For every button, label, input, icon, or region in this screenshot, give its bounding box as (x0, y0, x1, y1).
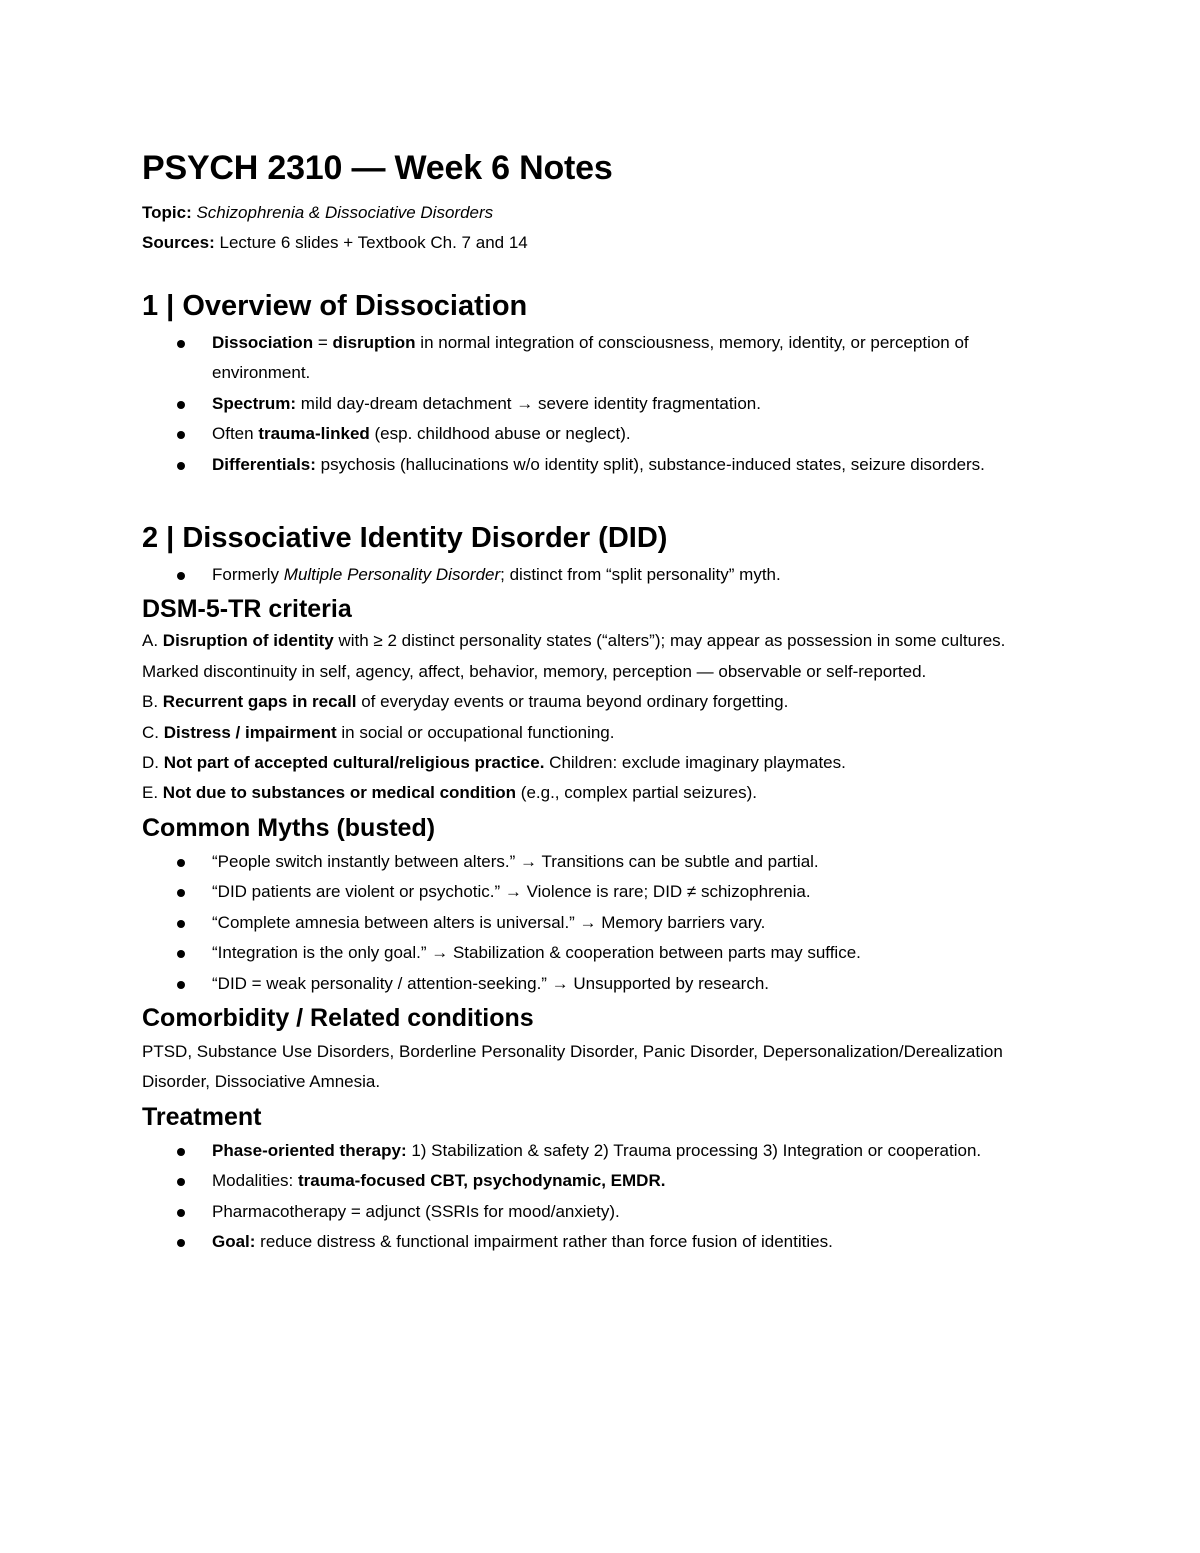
criterion-letter: B. (142, 692, 163, 712)
bold-text: Spectrum: (212, 393, 297, 413)
criterion-letter: D. (142, 753, 164, 773)
section1-heading: 1 | Overview of Dissociation (142, 290, 528, 322)
myths-heading: Common Myths (busted) (142, 813, 436, 842)
list-item (212, 969, 1060, 999)
text: “DID patients are violent or psychotic.” → Violence is rare; DID ≠ schizophrenia. (212, 882, 811, 902)
bullet-icon (177, 889, 185, 897)
criterion-c (142, 718, 1060, 748)
bullet-icon (177, 401, 185, 409)
section2-heading: 2 | Dissociative Identity Disorder (DID) (142, 522, 668, 555)
list-item (212, 1197, 1060, 1227)
text: (esp. childhood abuse or neglect). (369, 424, 631, 444)
bold-text: disruption (332, 333, 416, 352)
bullet-icon (177, 1148, 185, 1156)
text: “Integration is the only goal.” → Stabilization & cooperation between parts may suffice. (212, 943, 861, 963)
bold-text: Dissociation (212, 333, 314, 352)
section2-list (142, 560, 1060, 590)
criterion-letter: E. (142, 783, 163, 803)
bullet-icon (177, 572, 185, 580)
topic-label: Topic: (142, 203, 192, 222)
bullet-icon (177, 1178, 185, 1186)
text: “People switch instantly between alters.” → Transitions can be subtle and partial. (212, 851, 819, 871)
text: psychosis (hallucinations w/o identity split), substance-induced states, seizure disorders. (315, 454, 985, 474)
list-item (212, 1227, 1060, 1257)
comorbidity-text: PTSD, Substance Use Disorders, Borderline Personality Disorder, Panic Disorder, Depersonalization/Derealization Disorder, Dissociative Amnesia. (142, 1041, 1003, 1092)
text: = (313, 333, 333, 352)
list-item (212, 1136, 1060, 1166)
text: Pharmacotherapy = adjunct (SSRIs for mood/anxiety). (212, 1201, 620, 1221)
bullet-icon (177, 462, 185, 470)
text: reduce distress & functional impairment rather than force fusion of identities. (255, 1231, 833, 1251)
dsm-heading: DSM-5-TR criteria (142, 595, 352, 624)
list-item (212, 328, 1060, 389)
text: 1) Stabilization & safety 2) Trauma processing 3) Integration or cooperation. (406, 1140, 982, 1160)
sources-line (142, 228, 1060, 258)
list-item (212, 877, 1060, 907)
bullet-icon (177, 1209, 185, 1217)
text: Children: exclude imaginary playmates. (544, 753, 846, 773)
bold-text: trauma-focused CBT, psychodynamic, EMDR. (297, 1171, 666, 1191)
list-item (212, 389, 1060, 419)
text: with ≥ 2 distinct personality states (“alters”); may appear as possession in some cultures. Marked discontinuity in self, agency, affect, behavior, memory, perception — observable or self-reported. (142, 631, 1006, 681)
criterion-e (142, 778, 1060, 808)
criterion-d (142, 748, 1060, 778)
list-item (212, 419, 1060, 449)
text: Often (212, 424, 259, 444)
list-item (212, 847, 1060, 877)
text: Modalities: (212, 1171, 298, 1191)
criterion-letter: A. (142, 631, 163, 651)
myths-list (142, 847, 1060, 999)
sources-label: Sources: (142, 233, 215, 252)
bold-text: Not due to substances or medical condition (162, 783, 517, 803)
bullet-icon (177, 920, 185, 928)
text: of everyday events or trauma beyond ordinary forgetting. (356, 692, 789, 712)
bold-text: Goal: (212, 1231, 256, 1251)
page-title: PSYCH 2310 — Week 6 Notes (142, 149, 613, 187)
bold-text: trauma-linked (258, 424, 370, 444)
bullet-icon (177, 859, 185, 867)
bold-text: Recurrent gaps in recall (162, 692, 357, 712)
bullet-icon (177, 340, 185, 348)
list-item (212, 1166, 1060, 1196)
text: Formerly (212, 565, 284, 585)
text: (e.g., complex partial seizures). (516, 783, 757, 803)
section1-list (142, 328, 1060, 480)
bullet-icon (177, 1239, 185, 1247)
text: “Complete amnesia between alters is universal.” → Memory barriers vary. (212, 912, 766, 932)
text: in social or occupational functioning. (336, 722, 615, 742)
list-item (212, 450, 1060, 480)
italic-text: Multiple Personality Disorder (283, 565, 501, 585)
topic-value: Schizophrenia & Dissociative Disorders (196, 203, 494, 222)
sources-value: Lecture 6 slides + Textbook Ch. 7 and 14 (219, 233, 528, 252)
list-item (212, 908, 1060, 938)
criterion-b (142, 687, 1060, 717)
topic-line (142, 198, 1060, 228)
treatment-heading: Treatment (142, 1102, 262, 1131)
bold-text: Phase-oriented therapy: (212, 1140, 407, 1160)
bold-text: Disruption of identity (162, 631, 334, 651)
criterion-a (142, 626, 1060, 687)
text: in normal integration of consciousness, memory, identity, or perception of environment. (212, 333, 969, 383)
bold-text: Not part of accepted cultural/religious practice. (163, 753, 545, 773)
bullet-icon (177, 981, 185, 989)
criterion-letter: C. (142, 722, 164, 742)
text: “DID = weak personality / attention-seeking.” → Unsupported by research. (212, 973, 770, 993)
comorbidity-heading: Comorbidity / Related conditions (142, 1003, 534, 1032)
text: ; distinct from “split personality” myth. (500, 565, 781, 585)
bold-text: Distress / impairment (163, 722, 337, 742)
list-item (212, 938, 1060, 968)
bullet-icon (177, 950, 185, 958)
treatment-list (142, 1136, 1060, 1258)
list-item (212, 560, 1060, 590)
bullet-icon (177, 431, 185, 439)
bold-text: Differentials: (212, 454, 316, 474)
text: mild day-dream detachment → severe identity fragmentation. (296, 393, 761, 413)
